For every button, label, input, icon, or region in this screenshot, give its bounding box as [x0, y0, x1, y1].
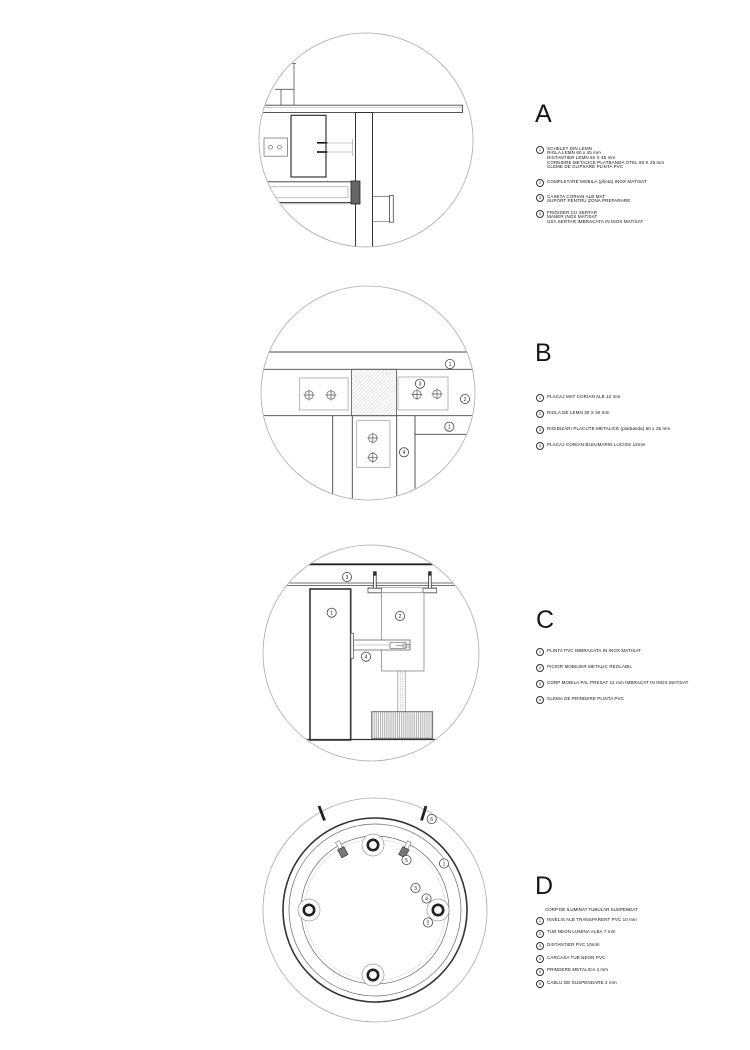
detail-d-drawing	[258, 793, 492, 1027]
legend-item	[536, 442, 741, 450]
legend-line: USA SERTAR IMBRACATA IN INOX MATISAT	[547, 219, 644, 225]
item-number-badge: 5	[536, 968, 544, 976]
legend-a	[536, 146, 741, 225]
left-metal-plate	[300, 378, 349, 410]
legend-line: CLEME DE CLIPSARE PLINTA PVC	[547, 164, 624, 170]
callout-badge	[395, 611, 404, 620]
legend-line: CABLU DE SUSPENDARE 2 mm	[547, 979, 617, 985]
detail-c-drawing	[252, 540, 484, 768]
legend-b	[536, 394, 741, 450]
center-plate	[357, 421, 390, 468]
cabinet-bottom-lines	[272, 564, 470, 585]
legend-item	[536, 917, 746, 925]
svg-text:6: 6	[430, 816, 434, 823]
fixing-plate	[264, 138, 288, 156]
svg-text:1: 1	[330, 610, 334, 617]
callout-badge	[342, 572, 351, 581]
callout-badge	[402, 855, 411, 864]
svg-text:1: 1	[442, 861, 446, 868]
legend-item	[536, 426, 741, 434]
detail-boundary-circle	[263, 545, 479, 761]
legend-line: DISTANTIER PVC 10mm	[547, 942, 600, 948]
item-number-badge: 4	[536, 442, 544, 450]
legend-d	[536, 908, 746, 988]
detail-a-drawing	[250, 28, 485, 252]
furniture-body	[382, 593, 425, 671]
detail-boundary-circle	[263, 798, 487, 1022]
callout-badge	[445, 359, 454, 368]
item-number-badge: 3	[536, 942, 544, 950]
item-number-badge: 1	[536, 648, 544, 656]
item-number-badge: 6	[536, 980, 544, 988]
legend-header: CORP DE ILUMINAT TUBULAR SUSPENDAT	[545, 907, 638, 912]
callout-badge	[445, 422, 454, 431]
countertop-band	[258, 105, 463, 112]
callout-badge	[423, 918, 432, 927]
svg-text:3: 3	[345, 574, 349, 581]
section-letter-c: C	[536, 606, 555, 634]
legend-item	[536, 179, 741, 187]
item-number-badge: 3	[536, 680, 544, 688]
svg-text:1: 1	[448, 361, 452, 368]
svg-text:2: 2	[426, 920, 430, 927]
svg-text:3: 3	[418, 381, 422, 388]
bolt-left	[368, 572, 382, 593]
legend-item	[536, 955, 746, 963]
legend-line: PLACAJ MAT CORIAN ALB 12 mm	[547, 393, 621, 399]
legend-item	[536, 210, 741, 225]
legend-line: CARCASA TUB NEON PVC	[547, 954, 606, 960]
legend-item	[536, 194, 741, 204]
legend-item	[536, 942, 746, 950]
legend-line: RIGLA DE LEMN 30 X 30 mm	[547, 409, 610, 415]
legend-item	[536, 146, 741, 170]
legend-line: SUPORT PENTRU ZONA PREPARARE	[547, 198, 631, 204]
legend-line: RIGLA LEMN 60 x 45 mm	[547, 150, 601, 156]
callout-badge	[415, 379, 424, 388]
legend-item	[536, 664, 746, 672]
item-number-badge: 1	[536, 394, 544, 402]
item-number-badge: 2	[536, 930, 544, 938]
legend-line: COMPLETARE MOBILA (plinta) INOX MATISAT	[547, 178, 647, 184]
callout-badge	[439, 859, 448, 868]
legend-item	[536, 930, 746, 938]
legend-line: CLEMA DE PRINDERE PLINTA PVC	[547, 695, 624, 701]
item-number-badge: 4	[536, 696, 544, 704]
section-letter-d: D	[535, 872, 554, 900]
item-number-badge: 4	[536, 210, 544, 218]
section-letter-a: A	[535, 100, 552, 128]
callout-badge	[361, 652, 370, 661]
legend-line: INVELIS ALB TRANSPARENT PVC 10 mm	[547, 916, 637, 922]
svg-text:3: 3	[414, 885, 417, 892]
bolt-right	[423, 572, 437, 593]
callout-badge	[399, 448, 408, 457]
legend-line: SCHELET DIN LEMN	[547, 145, 593, 151]
legend-item	[536, 410, 741, 418]
svg-text:4: 4	[364, 654, 368, 661]
legend-line: PRINDERE METALICA 4 mm	[547, 967, 609, 973]
side-compartment	[373, 196, 393, 223]
legend-line: PICIOR MOBILIER METALIC REGLABIL	[547, 663, 633, 669]
callout-badge	[327, 608, 336, 617]
legend-line: TUB NEON LUMINA ALBA 7 mm	[547, 929, 616, 935]
legend-line: MANER INOX MATISAT	[547, 214, 598, 220]
item-number-badge: 2	[536, 410, 544, 418]
item-number-badge: 3	[536, 194, 544, 202]
wood-hatch-block	[352, 369, 397, 415]
legend-item	[536, 980, 746, 988]
legend-line: FRIGIDER CU SERTAR	[547, 209, 598, 215]
svg-text:4: 4	[402, 450, 406, 457]
item-number-badge: 2	[536, 179, 544, 187]
legend-item	[536, 680, 746, 688]
legend-line: DISTANTIER LEMN 60 X 45 mm	[547, 155, 616, 160]
svg-text:2: 2	[463, 396, 467, 403]
detail-b-drawing	[252, 282, 484, 506]
legend-item	[536, 696, 746, 704]
callout-badge	[422, 894, 431, 903]
legend-line: CORNIERE METALICE PLATBANDA OTEL 60 X 25 mm	[547, 159, 665, 165]
item-number-badge: 2	[536, 664, 544, 672]
svg-text:1: 1	[447, 424, 451, 431]
legend-item	[536, 968, 746, 976]
item-number-badge: 3	[536, 426, 544, 434]
legend-line: PLINTA PVC IMBRACATA IN INOX MATISAT	[547, 647, 641, 653]
callout-badge	[460, 394, 469, 403]
detail-b-geometry	[261, 352, 475, 503]
callout-badge	[411, 883, 420, 892]
legend-line: RIGIDIZARI PLACUTE METALICE (platbanda) 60 x 25 mm	[547, 425, 671, 431]
legend-line: CORP MOBILA PAL PRESAT 12 mm IMBRACAT IN INOX MATISAT	[547, 679, 689, 685]
item-number-badge: 1	[536, 146, 544, 154]
legend-item	[536, 648, 746, 656]
detail-c-geometry	[272, 564, 470, 740]
legend-line: CASETA CORIAN ALB MAT	[547, 193, 606, 199]
item-number-badge: 4	[536, 955, 544, 963]
svg-text:2: 2	[398, 613, 402, 620]
svg-text:5: 5	[405, 857, 408, 864]
drawer-front	[264, 181, 360, 204]
cabinet-box	[291, 115, 326, 177]
item-number-badge: 1	[536, 917, 544, 925]
legend-item	[536, 394, 741, 402]
svg-text:4: 4	[425, 896, 428, 903]
adjustable-foot	[372, 712, 433, 739]
legend-c	[536, 648, 746, 704]
threaded-rod	[398, 671, 406, 712]
legend-line: PLACAJ CORIAN BLEUMARIN LUCIOS 12mm	[547, 441, 646, 447]
section-letter-b: B	[535, 339, 552, 367]
callout-badge	[427, 814, 436, 823]
